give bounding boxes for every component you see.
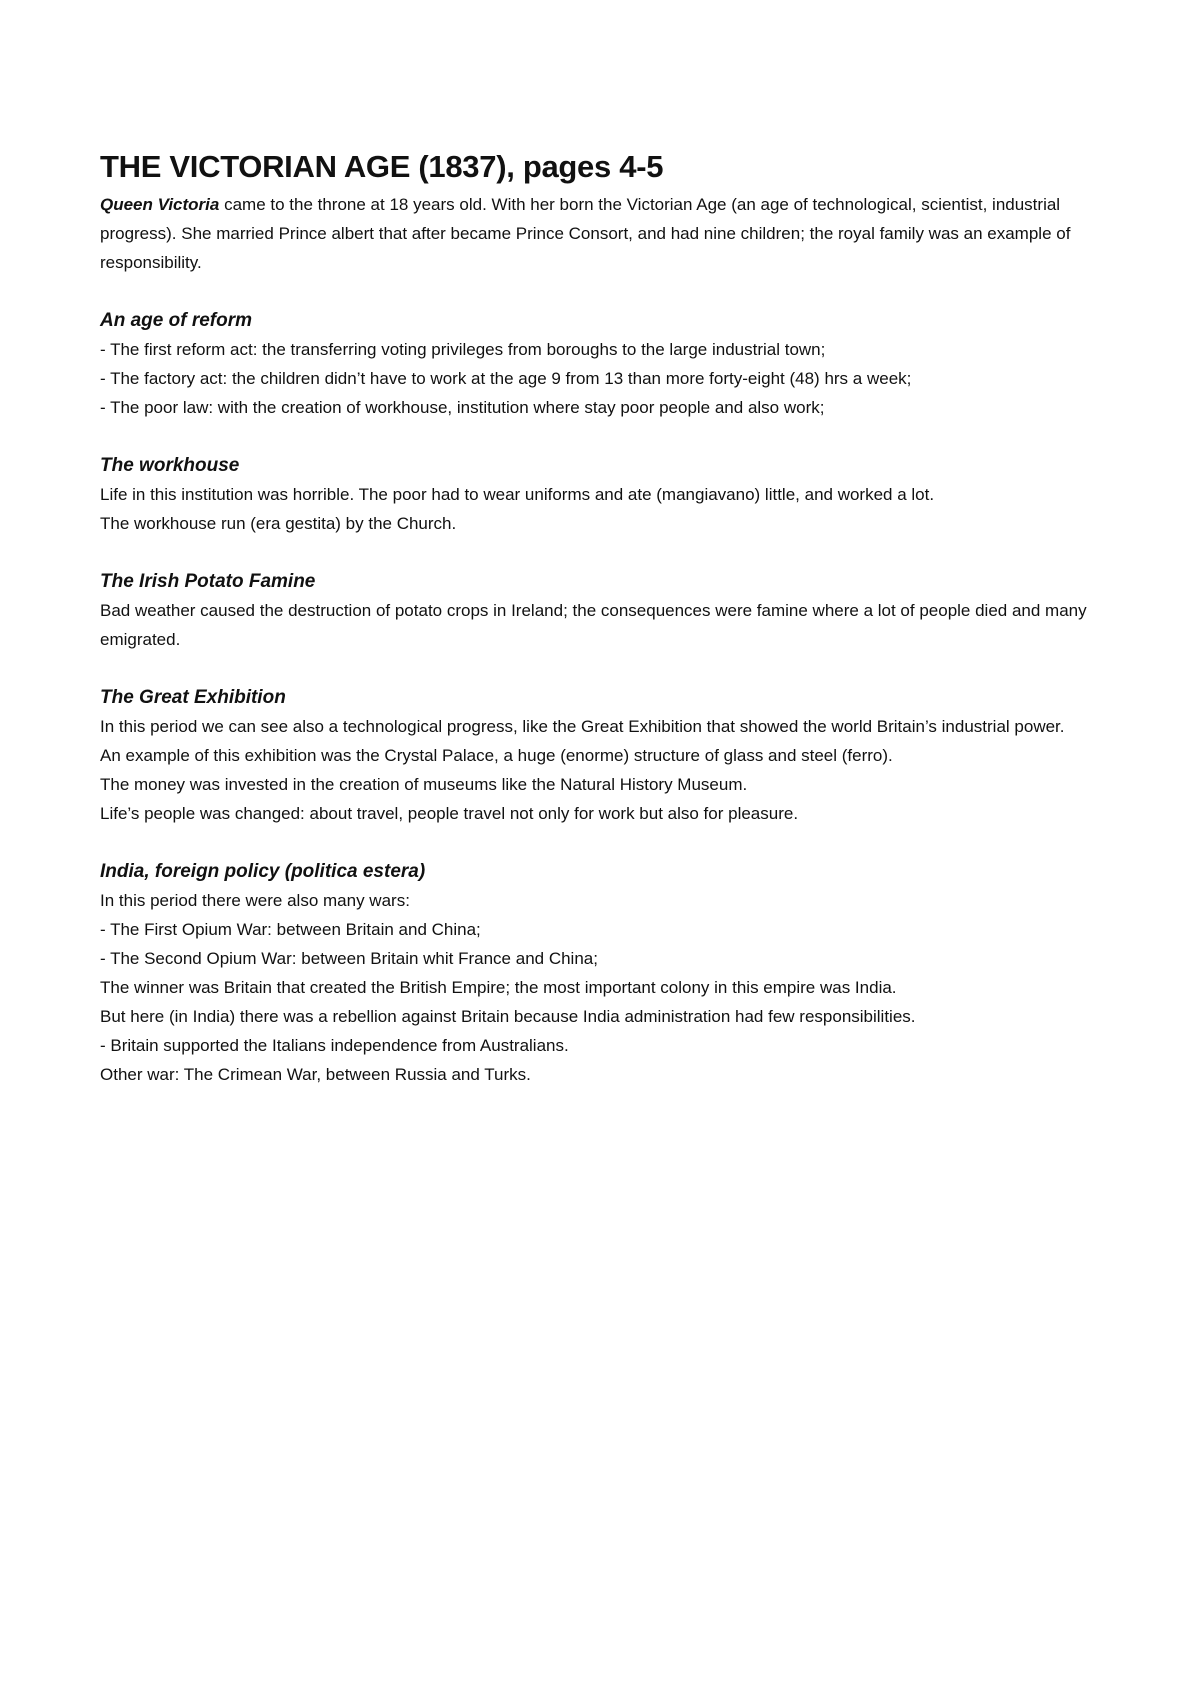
intro-text: came to the throne at 18 years old. With her born the Victorian Age (an age of technological, scientist, industrial progress). She married Prince albert that after became Prince Consort, and had nine children; the royal family was an example of responsibility. xyxy=(100,195,1071,272)
section-line: Life’s people was changed: about travel, people travel not only for work but also for pleasure. xyxy=(100,804,799,823)
section-line: An example of this exhibition was the Crystal Palace, a huge (enorme) structure of glass and steel (ferro). xyxy=(100,746,893,765)
section-line: The winner was Britain that created the British Empire; the most important colony in this empire was India. xyxy=(100,978,897,997)
section-line: The money was invested in the creation of museums like the Natural History Museum. xyxy=(100,775,748,794)
section-age-of-reform xyxy=(100,306,1120,422)
document-title: THE VICTORIAN AGE (1837), pages 4-5 xyxy=(100,149,664,184)
section-heading: The Great Exhibition xyxy=(100,687,286,708)
intro-paragraph xyxy=(100,190,1120,277)
section-heading: The Irish Potato Famine xyxy=(100,571,316,592)
section-heading: The workhouse xyxy=(100,455,240,476)
section-great-exhibition xyxy=(100,683,1120,828)
section-heading: India, foreign policy (politica estera) xyxy=(100,861,426,882)
section-line: - The Second Opium War: between Britain whit France and China; xyxy=(100,949,598,968)
intro-lead: Queen Victoria xyxy=(100,195,220,214)
section-line: Life in this institution was horrible. The poor had to wear uniforms and ate (mangiavano) little, and worked a lot. xyxy=(100,485,935,504)
section-workhouse xyxy=(100,451,1120,538)
section-irish-potato-famine xyxy=(100,567,1120,654)
section-line: - Britain supported the Italians independence from Australians. xyxy=(100,1036,569,1055)
section-line: - The first reform act: the transferring voting privileges from boroughs to the large industrial town; xyxy=(100,340,826,359)
section-line: Bad weather caused the destruction of potato crops in Ireland; the consequences were famine where a lot of people died and many emigrated. xyxy=(100,601,1087,649)
section-line: - The factory act: the children didn’t have to work at the age 9 from 13 than more forty-eight (48) hrs a week; xyxy=(100,369,912,388)
section-line: - The poor law: with the creation of workhouse, institution where stay poor people and also work; xyxy=(100,398,825,417)
section-line: But here (in India) there was a rebellion against Britain because India administration had few responsibilities. xyxy=(100,1007,916,1026)
section-line: In this period we can see also a technological progress, like the Great Exhibition that showed the world Britain’s industrial power. xyxy=(100,717,1065,736)
section-line: - The First Opium War: between Britain and China; xyxy=(100,920,481,939)
section-line: In this period there were also many wars: xyxy=(100,891,410,910)
section-line: The workhouse run (era gestita) by the Church. xyxy=(100,514,457,533)
section-line: Other war: The Crimean War, between Russia and Turks. xyxy=(100,1065,531,1084)
section-heading: An age of reform xyxy=(100,310,253,331)
document-page xyxy=(100,148,1120,1089)
section-india-foreign-policy xyxy=(100,857,1120,1089)
